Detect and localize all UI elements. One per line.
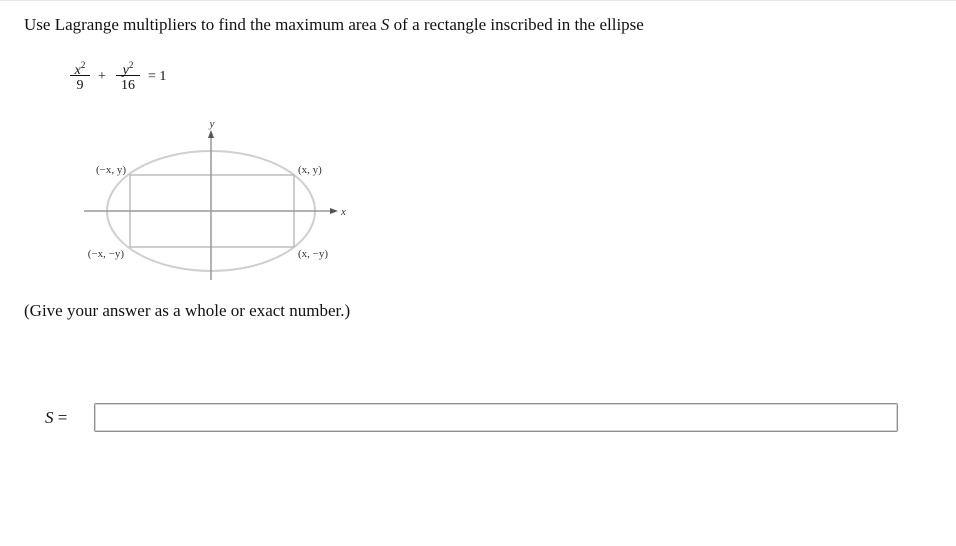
question-text-end: of a rectangle inscribed in the ellipse xyxy=(389,15,644,34)
point-top-left-label: (−x, y) xyxy=(95,164,126,176)
answer-label xyxy=(45,408,67,428)
fraction-y-denominator: 16 xyxy=(121,78,135,93)
point-top-right-label: (x, y) xyxy=(298,164,322,176)
ellipse-equation xyxy=(70,56,190,104)
fraction-y-numerator: y xyxy=(122,63,129,78)
question-text xyxy=(24,15,644,35)
answer-input[interactable] xyxy=(94,403,898,432)
fraction-y-exponent: 2 xyxy=(128,60,134,70)
y-axis-label: y xyxy=(209,118,215,130)
equals-one: = 1 xyxy=(148,69,167,84)
fraction-x-numerator: x xyxy=(74,63,81,78)
point-bottom-left-label: (−x, −y) xyxy=(87,248,124,260)
x-axis-arrow xyxy=(330,208,338,214)
question-text-start: Use Lagrange multipliers to find the maximum area xyxy=(24,15,381,34)
answer-variable: S xyxy=(45,408,54,427)
point-bottom-right-label: (x, −y) xyxy=(298,248,329,260)
top-divider xyxy=(0,0,956,1)
y-axis-arrow xyxy=(208,130,214,138)
question-variable: S xyxy=(380,15,390,34)
plus-sign: + xyxy=(98,69,106,84)
answer-equals: = xyxy=(53,408,68,427)
answer-format-hint: (Give your answer as a whole or exact number.) xyxy=(24,301,351,320)
fraction-x-term xyxy=(70,56,90,95)
x-axis-label: x xyxy=(341,206,346,218)
fraction-x-denominator: 9 xyxy=(76,78,84,93)
ellipse-rectangle-diagram xyxy=(60,112,360,287)
fraction-y-term xyxy=(116,56,140,95)
fraction-x-exponent: 2 xyxy=(80,60,86,70)
